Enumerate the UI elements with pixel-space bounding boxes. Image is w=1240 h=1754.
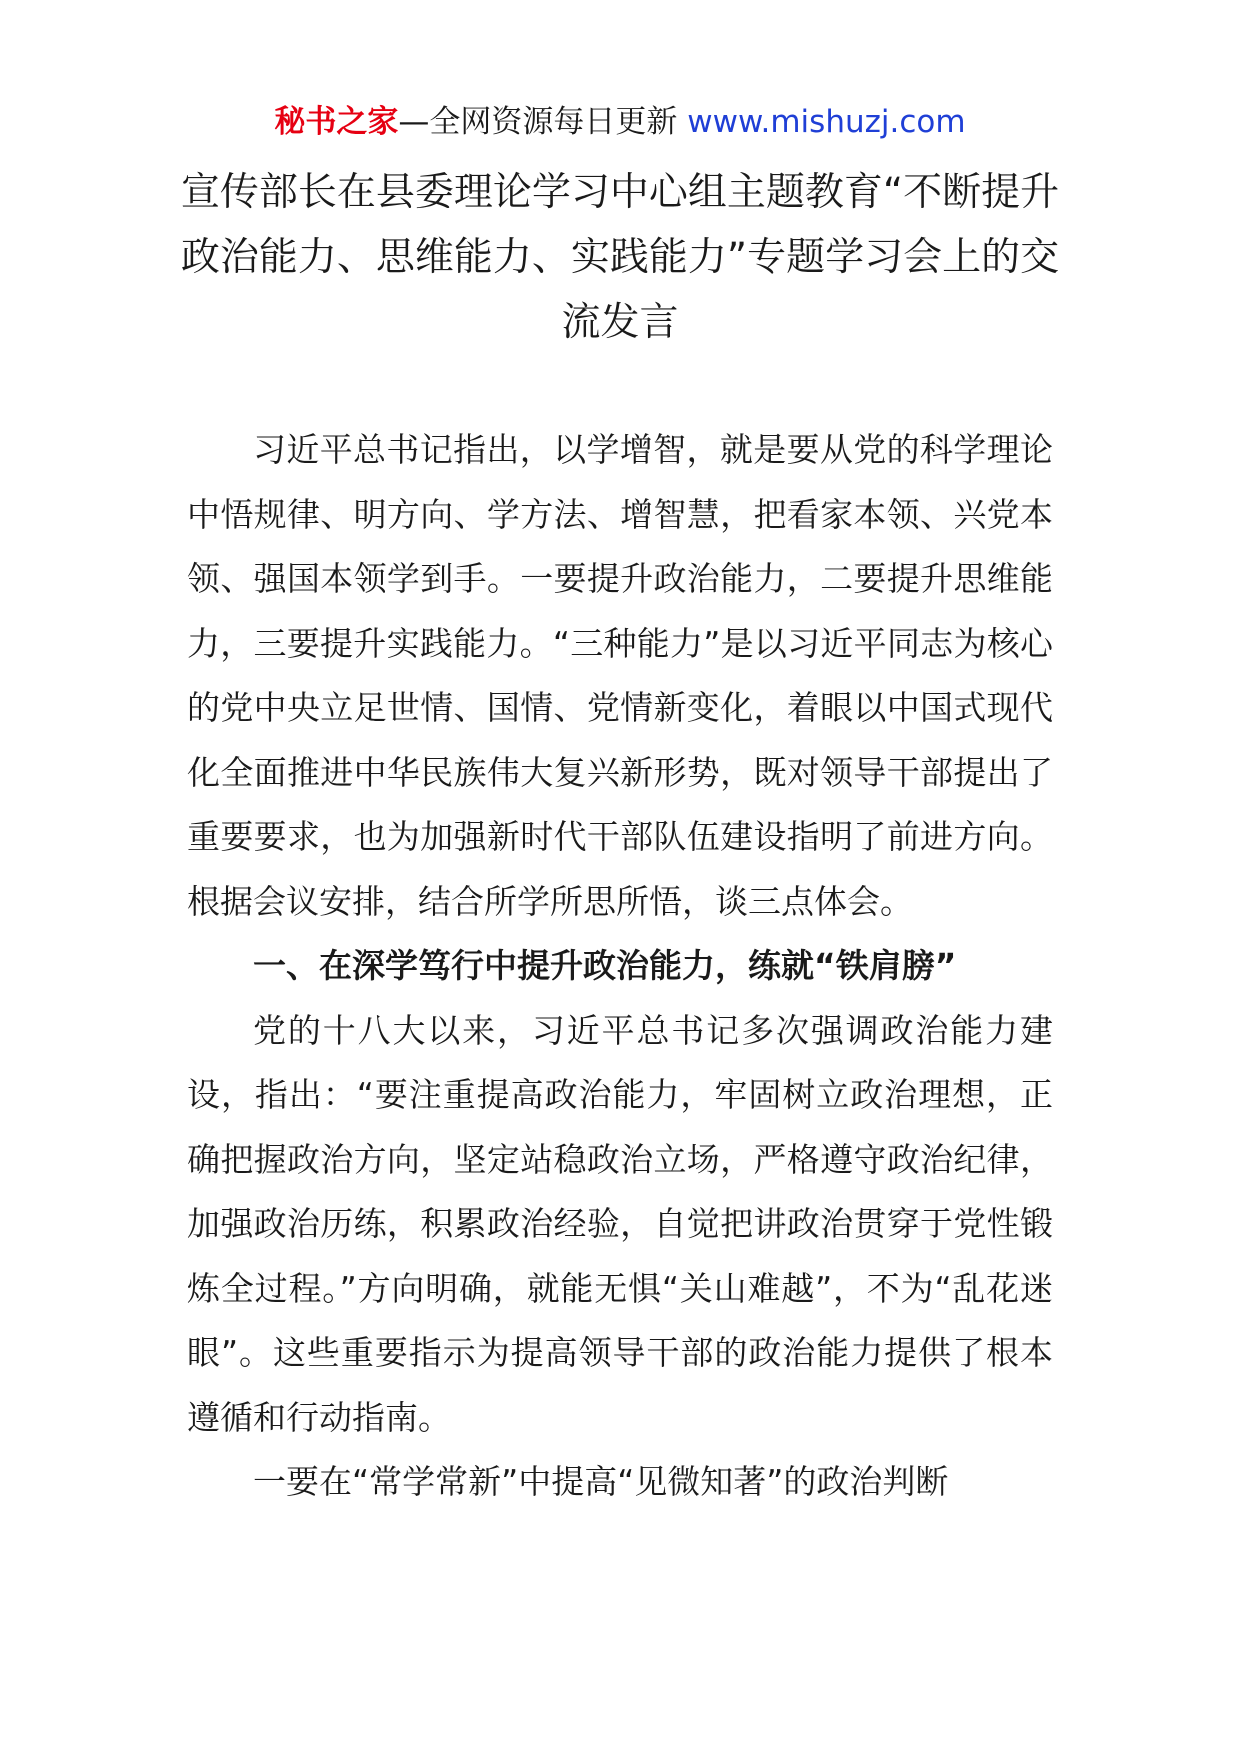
section-heading: 一、在深学笃行中提升政治能力，练就“铁肩膀” bbox=[253, 946, 957, 985]
intro-paragraph: 习近平总书记指出，以学增智，就是要从党的科学理论中悟规律、明方向、学方法、增智慧，把看家本领、兴党本领、强国本领学到手。一要提升政治能力，二要提升思维能力，三要提升实践能力。“三种能力”是以习近平同志为核心的党中央立足世情、国情、党情新变化，着眼以中国式现代化全面推进中华民族伟大复兴新形势，既对领导干部提出了重要要求，也为加强新时代干部队伍建设指明了前进方向。根据会议安排，结合所学所思所悟，谈三点体会。 bbox=[187, 430, 1053, 921]
document-body bbox=[187, 418, 1053, 1515]
body-paragraph: 一要在“常学常新”中提高“见微知著”的政治判断 bbox=[253, 1462, 949, 1501]
site-header bbox=[0, 100, 1240, 144]
site-url-link[interactable]: www.mishuzj.com bbox=[687, 104, 966, 140]
body-paragraph: 党的十八大以来，习近平总书记多次强调政治能力建设，指出：“要注重提高政治能力，牢固树立政治理想，正确把握政治方向，坚定站稳政治立场，严格遵守政治纪律，加强政治历练，积累政治经验，自觉把讲政治贯穿于党性锻炼全过程。”方向明确，就能无惧“关山难越”，不为“乱花迷眼”。这些重要指示为提高领导干部的政治能力提供了根本遵循和行动指南。 bbox=[187, 1010, 1053, 1437]
header-slogan: —全网资源每日更新 bbox=[398, 104, 688, 140]
document-title: 宣传部长在县委理论学习中心组主题教育“不断提升政治能力、思维能力、实践能力”专题学习会上的交流发言 bbox=[180, 170, 1060, 345]
brand-name: 秘书之家 bbox=[274, 104, 399, 140]
